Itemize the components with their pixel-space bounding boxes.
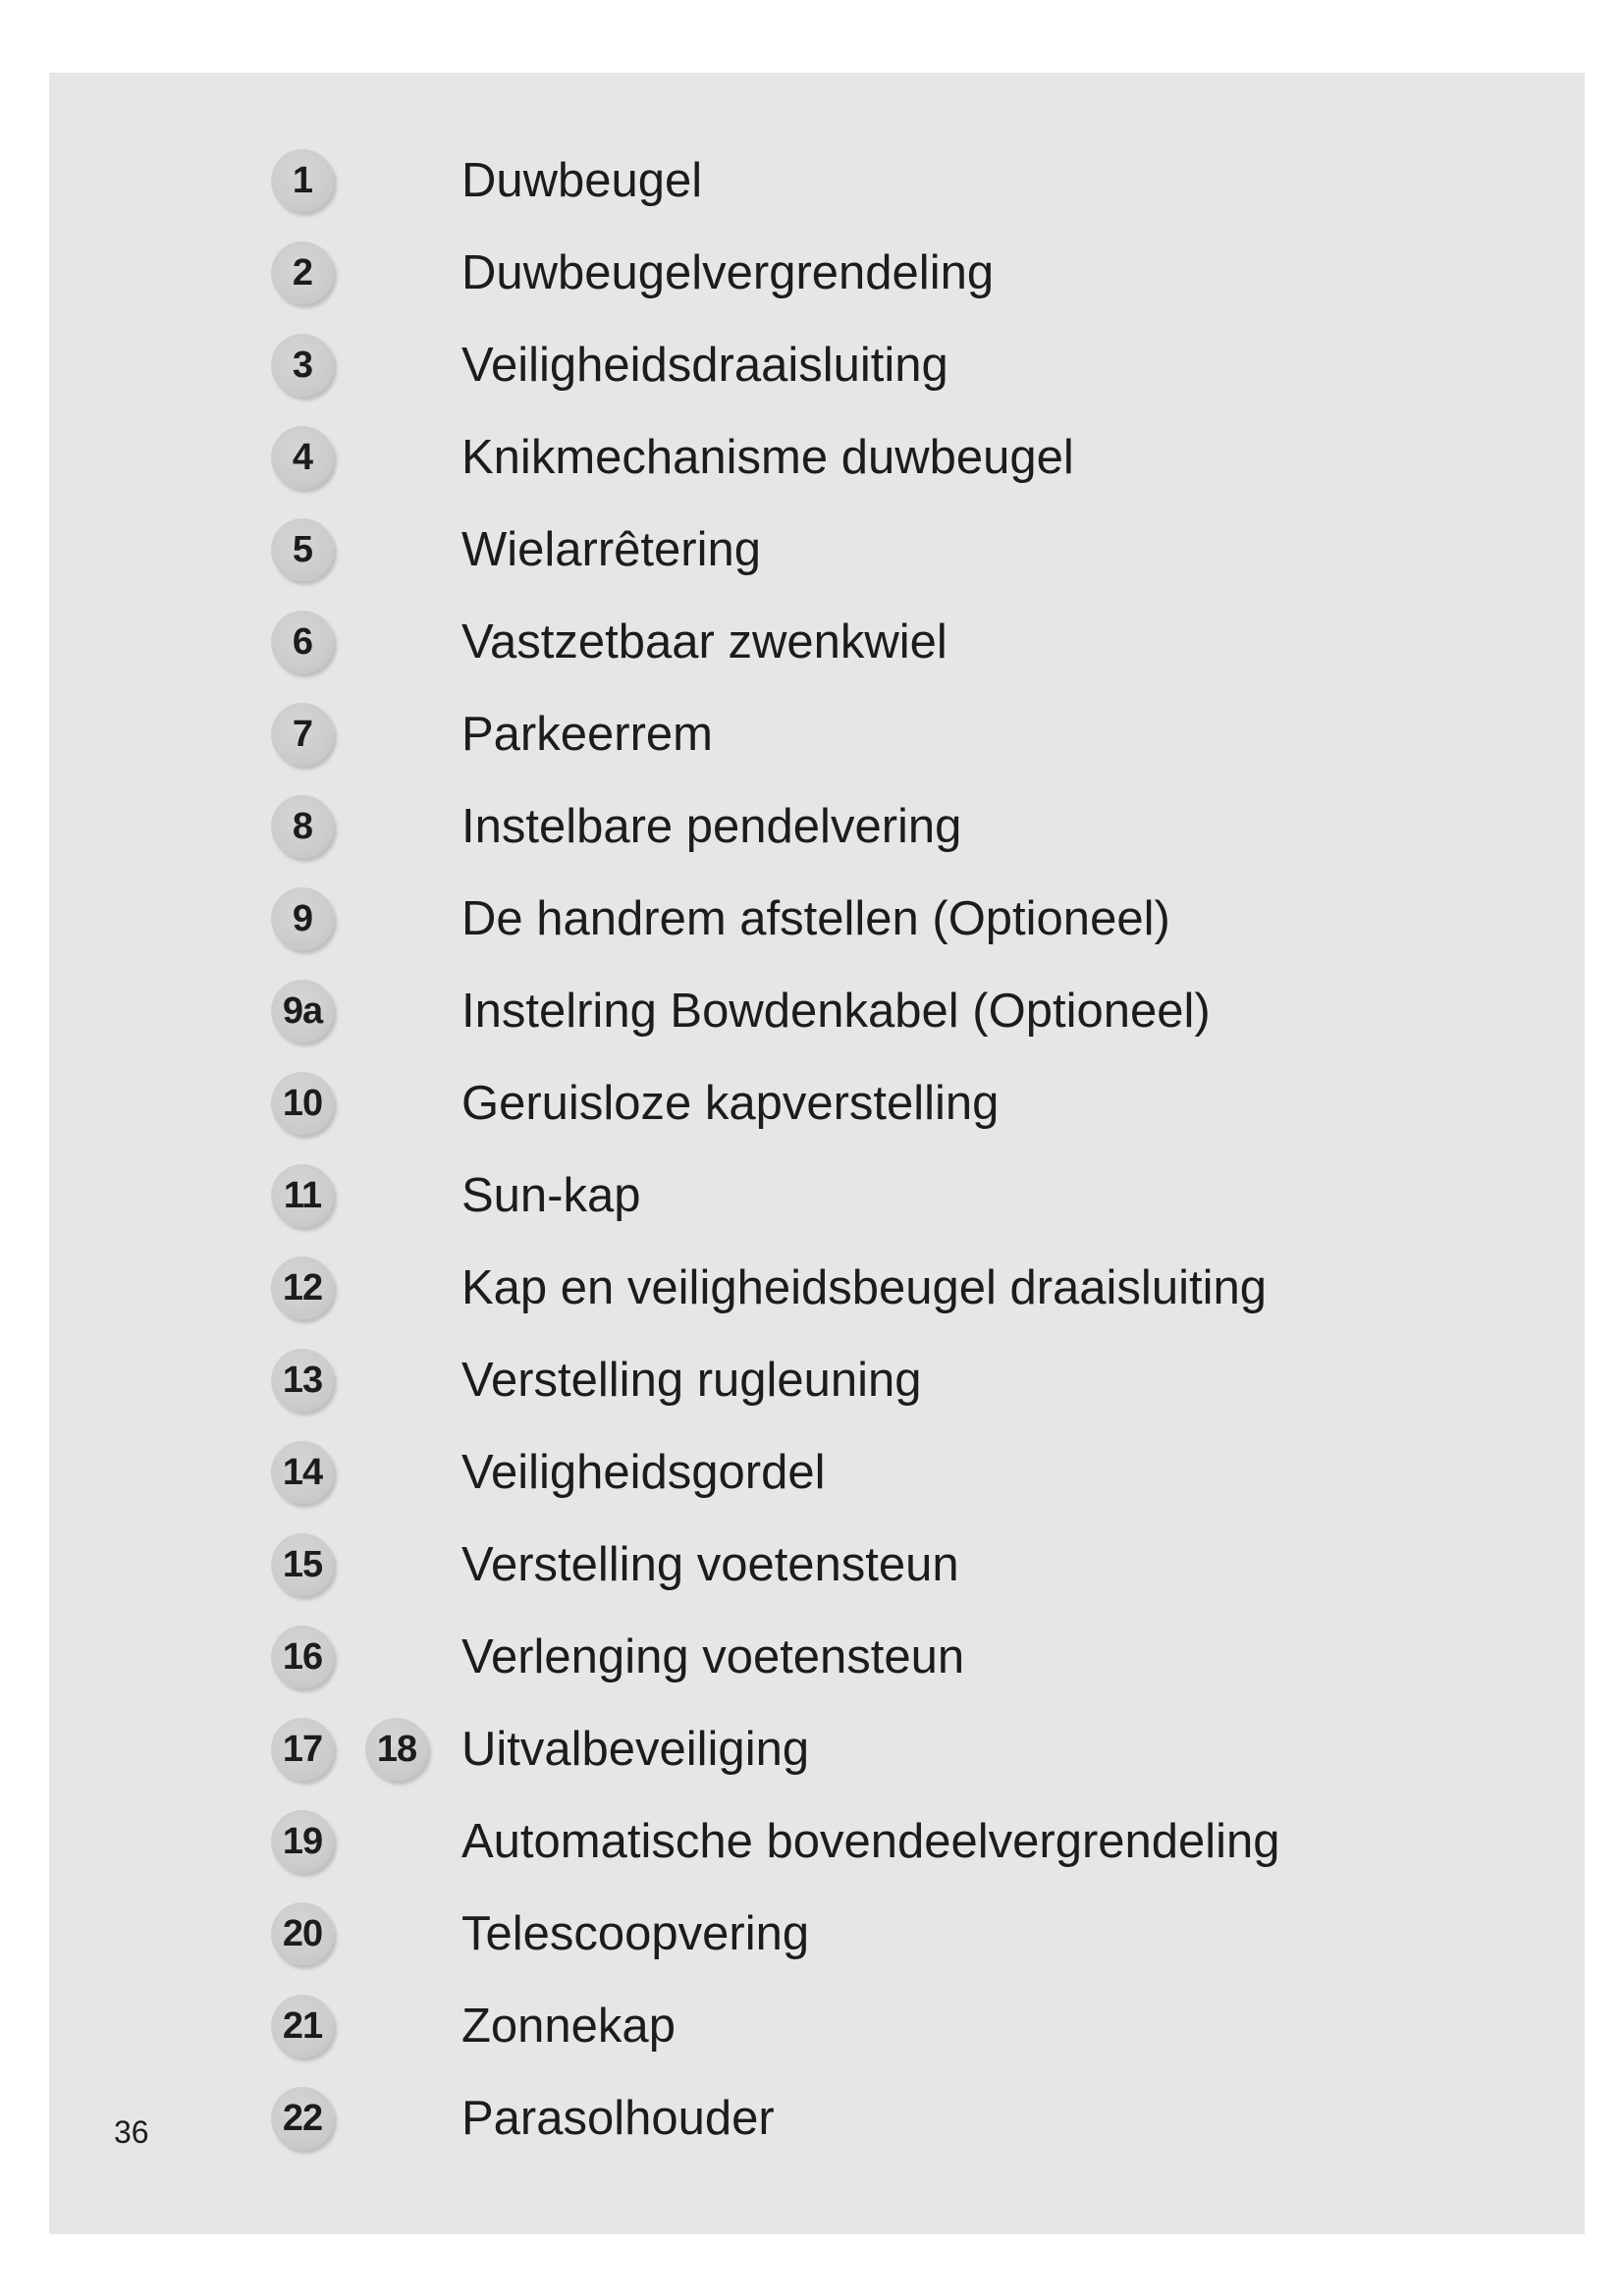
list-item <box>49 1718 1585 1796</box>
item-number-badge: 22 <box>271 2087 334 2150</box>
list-item <box>49 1626 1585 1704</box>
list-item <box>49 1810 1585 1889</box>
item-number-badge: 16 <box>271 1626 334 1688</box>
item-number-badge: 11 <box>271 1164 334 1227</box>
item-label: Telescoopvering <box>461 1907 810 1960</box>
list-item <box>49 2087 1585 2165</box>
list-item <box>49 1072 1585 1150</box>
item-number-badge: 21 <box>271 1995 334 2057</box>
item-label: Geruisloze kapverstelling <box>461 1077 1000 1130</box>
list-item <box>49 241 1585 320</box>
list-item <box>49 149 1585 228</box>
item-label: Instelbare pendelvering <box>461 800 962 853</box>
item-label: Zonnekap <box>461 2000 676 2053</box>
list-item <box>49 1349 1585 1427</box>
item-number-badge: 20 <box>271 1902 334 1965</box>
item-label: De handrem afstellen (Optioneel) <box>461 892 1170 945</box>
item-number-badge: 6 <box>271 611 334 673</box>
item-label: Kap en veiligheidsbeugel draaisluiting <box>461 1261 1267 1314</box>
item-number-badge: 9a <box>271 980 334 1042</box>
item-number-badge-secondary: 18 <box>365 1718 428 1781</box>
item-label: Parasolhouder <box>461 2092 775 2145</box>
list-item <box>49 1902 1585 1981</box>
item-number-badge: 8 <box>271 795 334 858</box>
item-label: Veiligheidsgordel <box>461 1446 826 1499</box>
item-label: Duwbeugel <box>461 154 703 207</box>
item-number-badge: 17 <box>271 1718 334 1781</box>
item-label: Verlenging voetensteun <box>461 1630 965 1683</box>
item-label: Verstelling rugleuning <box>461 1354 922 1407</box>
list-item <box>49 1164 1585 1243</box>
item-label: Sun-kap <box>461 1169 641 1222</box>
list-item <box>49 1533 1585 1612</box>
item-number-badge: 15 <box>271 1533 334 1596</box>
list-item <box>49 1995 1585 2073</box>
list-item <box>49 1441 1585 1520</box>
item-label: Instelring Bowdenkabel (Optioneel) <box>461 985 1211 1038</box>
item-label: Automatische bovendeelvergrendeling <box>461 1815 1280 1868</box>
item-number-badge: 10 <box>271 1072 334 1135</box>
item-label: Verstelling voetensteun <box>461 1538 959 1591</box>
list-item <box>49 334 1585 412</box>
page-number: 36 <box>114 2114 149 2150</box>
list-item <box>49 980 1585 1058</box>
item-number-badge: 19 <box>271 1810 334 1873</box>
item-label: Parkeerrem <box>461 708 713 761</box>
item-label: Vastzetbaar zwenkwiel <box>461 615 947 668</box>
item-number-badge: 12 <box>271 1256 334 1319</box>
item-number-badge: 2 <box>271 241 334 304</box>
parts-list-panel <box>49 73 1585 2234</box>
item-label: Duwbeugelvergrendeling <box>461 246 995 299</box>
item-number-badge: 9 <box>271 887 334 950</box>
list-item <box>49 887 1585 966</box>
item-number-badge: 13 <box>271 1349 334 1412</box>
item-label: Veiligheidsdraaisluiting <box>461 339 948 392</box>
item-number-badge: 1 <box>271 149 334 212</box>
item-number-badge: 4 <box>271 426 334 489</box>
list-item <box>49 795 1585 874</box>
list-item <box>49 703 1585 781</box>
item-label: Knikmechanisme duwbeugel <box>461 431 1074 484</box>
list-item <box>49 518 1585 597</box>
item-label: Uitvalbeveiliging <box>461 1723 810 1776</box>
item-number-badge: 5 <box>271 518 334 581</box>
item-number-badge: 7 <box>271 703 334 766</box>
item-number-badge: 14 <box>271 1441 334 1504</box>
list-item <box>49 611 1585 689</box>
item-label: Wielarrêtering <box>461 523 761 576</box>
item-number-badge: 3 <box>271 334 334 397</box>
list-item <box>49 1256 1585 1335</box>
list-item <box>49 426 1585 505</box>
